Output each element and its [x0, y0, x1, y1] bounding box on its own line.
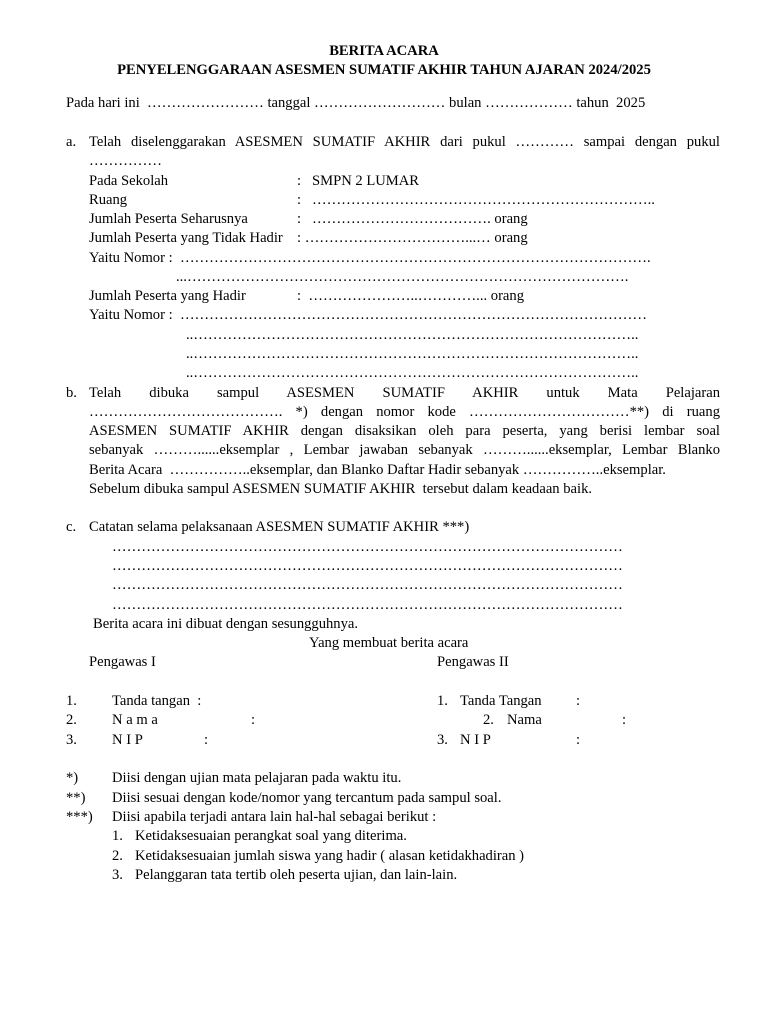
field-value-sekolah: : SMPN 2 LUMAR — [297, 173, 420, 189]
sig-right-num-3: 3. — [437, 732, 448, 748]
section-a-marker: a. — [66, 134, 77, 150]
footnote-item-text: Pelanggaran tata tertib oleh peserta ujian, dan lain-lain. — [135, 867, 458, 883]
footnote-mark-2: **) — [66, 790, 86, 806]
section-c-title: Catatan selama pelaksanaan ASESMEN SUMATIF AKHIR ***) — [89, 519, 470, 535]
footnote-item-num: 2. — [112, 848, 123, 864]
pengawas-2-label: Pengawas II — [437, 654, 509, 670]
sig-right-num-1: 1. — [437, 693, 448, 709]
footnote-text-2: Diisi sesuai dengan kode/nomor yang tercantum pada sampul soal. — [112, 790, 502, 806]
section-b-line4: sebanyak ………......eksemplar , Lembar jawaban sebanyak ………......eksemplar, Lembar Blanko — [89, 442, 720, 458]
sig-right-nip-colon: : — [576, 732, 581, 748]
sig-left-num-1: 1. — [66, 693, 77, 709]
sig-left-num-3: 3. — [66, 732, 77, 748]
field-label-sekolah: Pada Sekolah — [89, 173, 169, 189]
section-b-marker: b. — [66, 385, 77, 401]
yaitu-nomor-2-cont: ..……………………………………………………………………………….. — [186, 327, 639, 343]
footnote-item-text: Ketidaksesuaian jumlah siswa yang hadir ( alasan ketidakhadiran ) — [135, 848, 525, 864]
footnote-mark-1: *) — [66, 770, 79, 786]
sig-left-nama-colon: : — [251, 712, 256, 728]
section-b-line3: ASESMEN SUMATIF AKHIR dengan disaksikan oleh para peserta, yang berisi lembar soal — [89, 423, 720, 439]
sig-left-nama: N a m a — [112, 712, 158, 728]
section-a-line2: …………… — [89, 153, 162, 169]
field-value-tidak-hadir: : ……………………………...… orang — [297, 230, 528, 246]
closing-statement: Berita acara ini dibuat dengan sesungguhnya. — [93, 616, 359, 632]
section-b-line2: …………………………………. *) dengan nomor kode ……………………………**) di ruang — [89, 404, 720, 420]
sig-right-tanda-tangan: Tanda Tangan — [460, 693, 542, 709]
notes-line: …………………………………………………………………………………………… — [112, 597, 623, 613]
pengawas-1-label: Pengawas I — [89, 654, 156, 670]
section-b-line1: Telah dibuka sampul ASESMEN SUMATIF AKHIR untuk Mata Pelajaran — [89, 385, 720, 401]
field-value-hadir: : …………………..…………... orang — [297, 288, 525, 304]
yaitu-nomor-1-cont: ...………………………………………………………………………………. — [176, 269, 629, 285]
field-label-tidak-hadir: Jumlah Peserta yang Tidak Hadir — [89, 230, 283, 246]
made-by-label: Yang membuat berita acara — [309, 635, 469, 651]
sig-right-num-2: 2. — [483, 712, 494, 728]
sig-right-nama-colon: : — [622, 712, 627, 728]
field-label-ruang: Ruang — [89, 192, 128, 208]
footnote-text-1: Diisi dengan ujian mata pelajaran pada waktu itu. — [112, 770, 402, 786]
yaitu-nomor-1: Yaitu Nomor : ……………………………………………………………………………………. — [89, 250, 651, 266]
notes-line: …………………………………………………………………………………………… — [112, 577, 623, 593]
footnote-item-num: 3. — [112, 867, 123, 883]
section-c-marker: c. — [66, 519, 77, 535]
notes-line: …………………………………………………………………………………………… — [112, 558, 623, 574]
field-value-peserta-seharusnya: : ………………………………. orang — [297, 211, 528, 227]
yaitu-nomor-2-cont: ..……………………………………………………………………………….. — [186, 346, 639, 362]
intro-line: Pada hari ini …………………… tanggal ……………………… bulan ……………… tahun 2025 — [66, 95, 646, 111]
document-subtitle: PENYELENGGARAAN ASESMEN SUMATIF AKHIR TAHUN AJARAN 2024/2025 — [117, 62, 651, 78]
section-a-line1: Telah diselenggarakan ASESMEN SUMATIF AKHIR dari pukul ………… sampai dengan pukul — [89, 134, 720, 150]
sig-left-tanda-tangan: Tanda tangan : — [112, 693, 202, 709]
field-value-ruang: : …………………………………………………………….. — [297, 192, 655, 208]
section-b-line5: Berita Acara ……………..eksemplar, dan Blanko Daftar Hadir sebanyak ……………..eksemplar. — [89, 462, 666, 478]
document-title: BERITA ACARA — [329, 43, 439, 59]
yaitu-nomor-2-cont: ..……………………………………………………………………………….. — [186, 365, 639, 381]
field-label-hadir: Jumlah Peserta yang Hadir — [89, 288, 246, 304]
section-b-line6: Sebelum dibuka sampul ASESMEN SUMATIF AKHIR tersebut dalam keadaan baik. — [89, 481, 593, 497]
sig-left-nip-colon: : — [204, 732, 209, 748]
notes-line: …………………………………………………………………………………………… — [112, 539, 623, 555]
sig-left-nip: N I P — [112, 732, 143, 748]
sig-right-tanda-colon: : — [576, 693, 581, 709]
footnote-mark-3: ***) — [66, 809, 93, 825]
footnote-item-text: Ketidaksesuaian perangkat soal yang diterima. — [135, 828, 407, 844]
footnote-text-3: Diisi apabila terjadi antara lain hal-hal sebagai berikut : — [112, 809, 437, 825]
sig-right-nama: Nama — [507, 712, 542, 728]
sig-left-num-2: 2. — [66, 712, 77, 728]
field-label-peserta-seharusnya: Jumlah Peserta Seharusnya — [89, 211, 248, 227]
yaitu-nomor-2: Yaitu Nomor : …………………………………………………………………………………… — [89, 307, 647, 323]
footnote-item-num: 1. — [112, 828, 123, 844]
sig-right-nip: N I P — [460, 732, 491, 748]
